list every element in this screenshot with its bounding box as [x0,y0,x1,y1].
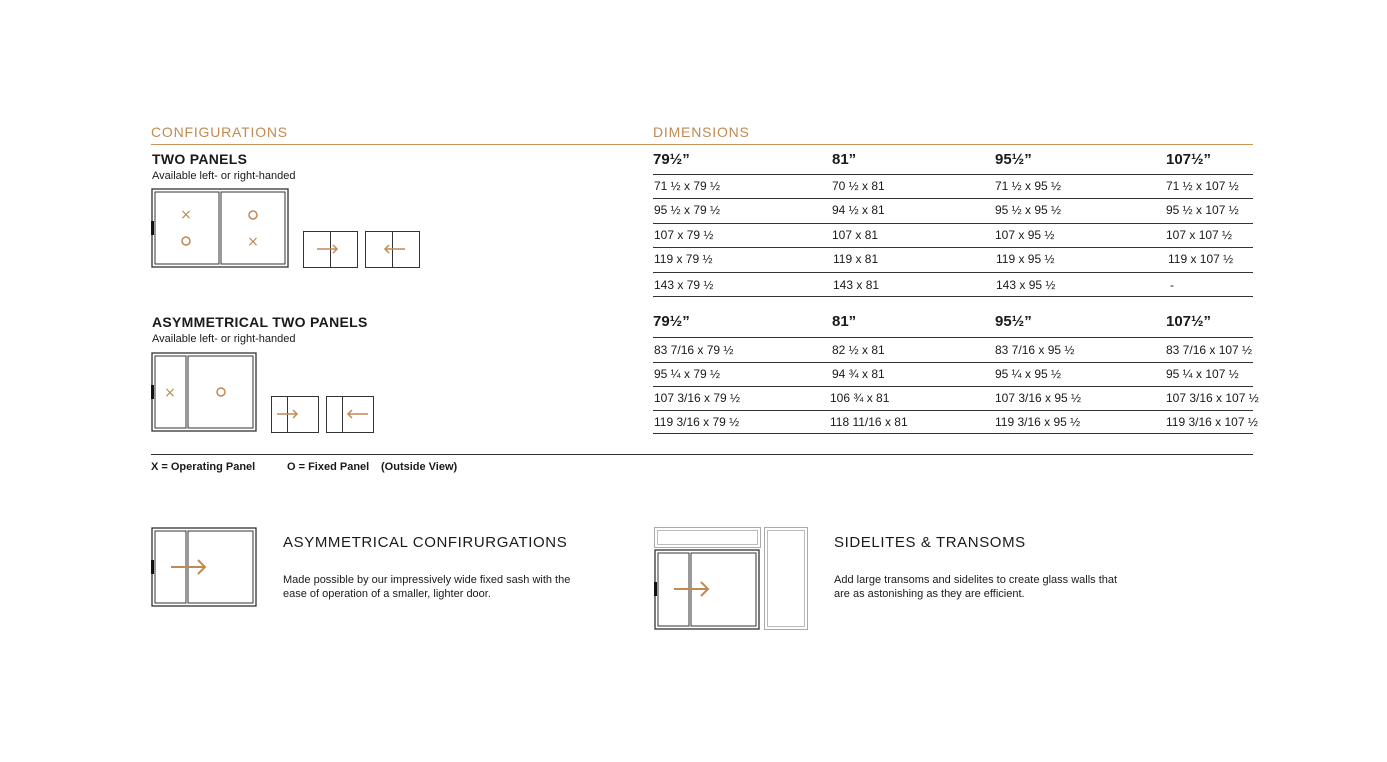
dimension-cell: 143 x 79 ½ [654,278,714,292]
dimension-cell: 119 x 107 ½ [1168,252,1234,266]
row-divider [653,386,1253,387]
legend-view: (Outside View) [381,461,458,473]
asym-panels-col-header: 107½” [1166,313,1212,330]
asym-feature-title: ASYMMETRICAL CONFIRURGATIONS [283,534,568,551]
two-panels-title: TWO PANELS [152,151,248,167]
dimension-cell: 119 x 81 [833,252,879,266]
operating-mark-icon: × [180,207,192,223]
row-divider [653,198,1253,199]
two-panels-subtitle: Available left- or right-handed [152,170,296,182]
dimension-cell: 95 ½ x 95 ½ [995,203,1062,217]
dimension-cell: 119 3/16 x 107 ½ [1166,415,1258,429]
dimension-cell: 83 7/16 x 107 ½ [1166,343,1253,357]
row-divider [653,337,1253,338]
sidelite-transom-diagram [653,526,811,632]
row-divider [653,362,1253,363]
dimension-cell: 119 x 95 ½ [996,252,1055,266]
fixed-mark-icon [182,237,190,245]
two-panels-col-header: 107½” [1166,151,1212,168]
dimension-cell: 94 ½ x 81 [832,203,885,217]
row-divider [653,174,1253,175]
two-panel-diagram [151,188,291,268]
dimension-cell: 107 x 95 ½ [995,228,1055,242]
two-panels-col-header: 81” [832,151,857,168]
dimension-cell: 107 x 81 [832,228,879,242]
fixed-mark-icon [217,388,225,396]
row-divider [653,247,1253,248]
asym-feature-diagram [151,527,259,609]
dimension-cell: 70 ½ x 81 [832,179,885,193]
sidelites-feature-body: Add large transoms and sidelites to create glass walls that are as astonishing as they are efficient. [834,574,1118,600]
slide-left-icon [326,396,376,434]
dimension-cell: 106 ¾ x 81 [830,391,890,405]
dimension-cell: 95 ¼ x 79 ½ [654,367,721,381]
dimension-cell: 95 ½ x 79 ½ [654,203,721,217]
dimension-cell: 119 x 79 ½ [654,252,713,266]
dimension-cell: 83 7/16 x 95 ½ [995,343,1075,357]
dimension-cell: 107 3/16 x 79 ½ [654,391,741,405]
dimension-cell: 119 3/16 x 79 ½ [654,415,740,429]
two-panels-col-header: 79½” [653,151,690,168]
row-divider [653,272,1253,273]
sidelites-feature-title: SIDELITES & TRANSOMS [834,534,1026,551]
dimension-cell: 107 3/16 x 95 ½ [995,391,1082,405]
asym-panel-diagram [151,352,259,434]
operating-mark-icon: × [247,234,259,250]
row-divider [653,223,1253,224]
dimension-cell: - [1170,278,1174,292]
two-panels-col-header: 95½” [995,151,1032,168]
dimension-cell: 95 ¼ x 107 ½ [1166,367,1239,381]
dimensions-heading: DIMENSIONS [653,124,750,140]
dimension-cell: 107 x 79 ½ [654,228,714,242]
dimension-cell: 82 ½ x 81 [832,343,885,357]
dimension-cell: 71 ½ x 95 ½ [995,179,1062,193]
dimension-cell: 95 ½ x 107 ½ [1166,203,1239,217]
slide-right-icon [303,231,359,269]
dimension-cell: 71 ½ x 79 ½ [654,179,721,193]
legend-fixed: O = Fixed Panel [287,461,370,473]
dimension-cell: 107 x 107 ½ [1166,228,1233,242]
row-divider [653,410,1253,411]
dimension-cell: 119 3/16 x 95 ½ [995,415,1081,429]
dimension-cell: 143 x 81 [833,278,880,292]
dimension-cell: 94 ¾ x 81 [832,367,885,381]
asym-panels-subtitle: Available left- or right-handed [152,333,296,345]
dimension-cell: 95 ¼ x 95 ½ [995,367,1062,381]
dimension-cell: 143 x 95 ½ [996,278,1056,292]
slide-right-icon [271,396,321,434]
operating-mark-icon: × [164,385,176,401]
dimension-cell: 107 3/16 x 107 ½ [1166,391,1259,405]
heading-divider [151,144,1253,145]
slide-left-icon [365,231,421,269]
row-divider [653,433,1253,434]
asym-panels-col-header: 79½” [653,313,690,330]
fixed-mark-icon [249,211,257,219]
legend-divider [151,454,1253,455]
asym-panels-title: ASYMMETRICAL TWO PANELS [152,314,368,330]
dimension-cell: 83 7/16 x 79 ½ [654,343,734,357]
asym-feature-body: Made possible by our impressively wide fixed sash with the ease of operation of a smaller, lighter door. [283,574,571,600]
dimension-cell: 118 11/16 x 81 [830,415,908,429]
asym-panels-col-header: 81” [832,313,857,330]
dimension-cell: 71 ½ x 107 ½ [1166,179,1239,193]
configurations-heading: CONFIGURATIONS [151,124,288,140]
legend-operating: X = Operating Panel [151,461,256,473]
asym-panels-col-header: 95½” [995,313,1032,330]
row-divider [653,296,1253,297]
